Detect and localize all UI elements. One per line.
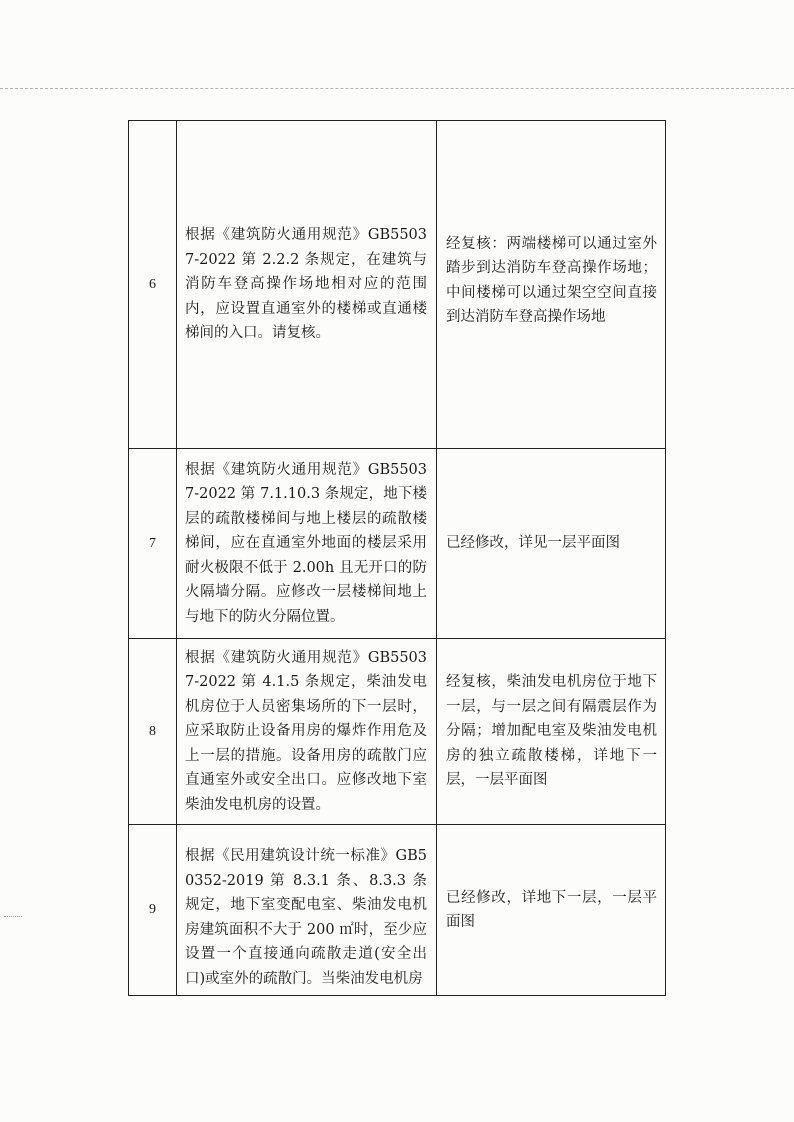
response-text: 已经修改，详见一层平面图: [446, 535, 620, 552]
review-issue-cell: [177, 449, 437, 639]
table-row: [129, 121, 666, 449]
response-cell: [437, 449, 666, 639]
response-text: 经复核，柴油发电机房位于地下一层，与一层之间有隔震层作为分隔；增加配电室及柴油发电机房的独立疏散楼梯，详地下一层，一层平面图: [446, 674, 657, 789]
response-cell: [437, 639, 666, 825]
review-issue-text: 根据《建筑防火通用规范》GB55037-2022 第 7.1.10.3 条规定，地下楼层的疏散楼梯间与地上楼层的疏散楼梯间，应在直通室外地面的楼层采用耐火极限不低于 2.00h 且无开口的防火隔墙分隔。应修改一层楼梯间地上与地下的防火分隔位置。: [185, 461, 427, 625]
response-text: 已经修改，详地下一层，一层平面图: [446, 889, 657, 930]
review-issue-cell: [177, 825, 437, 996]
row-number: 9: [129, 825, 177, 996]
table-row: [129, 449, 666, 639]
response-text: 经复核：两端楼梯可以通过室外踏步到达消防车登高操作场地；中间楼梯可以通过架空空间直接到达消防车登高操作场地: [446, 235, 657, 325]
review-issue-text: 根据《建筑防火通用规范》GB55037-2022 第 4.1.5 条规定，柴油发电机房位于人员密集场所的下一层时，应采取防止设备用房的爆炸作用危及上一层的措施。设备用房的疏散门应直通室外或安全出口。应修改地下室柴油发电机房的设置。: [185, 649, 427, 813]
review-issue-text: 根据《民用建筑设计统一标准》GB50352-2019 第 8.3.1 条、8.3.3 条规定，地下室变配电室、柴油发电机房建筑面积不大于 200 ㎡时，至少应设置一个直接通向疏散走道(安全出口)或室外的疏散门。当柴油发电机房: [185, 848, 427, 987]
row-number: 6: [129, 121, 177, 449]
response-cell: [437, 121, 666, 449]
review-issue-text: 根据《建筑防火通用规范》GB55037-2022 第 2.2.2 条规定，在建筑与消防车登高操作场地相对应的范围内，应设置直通室外的楼梯或直通楼梯间的入口。请复核。: [185, 227, 427, 342]
review-issue-cell: [177, 121, 437, 449]
row-number: 7: [129, 449, 177, 639]
table-row: [129, 639, 666, 825]
review-issue-cell: [177, 639, 437, 825]
row-number: 8: [129, 639, 177, 825]
scan-edge-line: [0, 88, 794, 89]
margin-mark: [4, 916, 22, 917]
response-cell: [437, 825, 666, 996]
table-row: [129, 825, 666, 996]
review-comments-table: [128, 120, 666, 996]
